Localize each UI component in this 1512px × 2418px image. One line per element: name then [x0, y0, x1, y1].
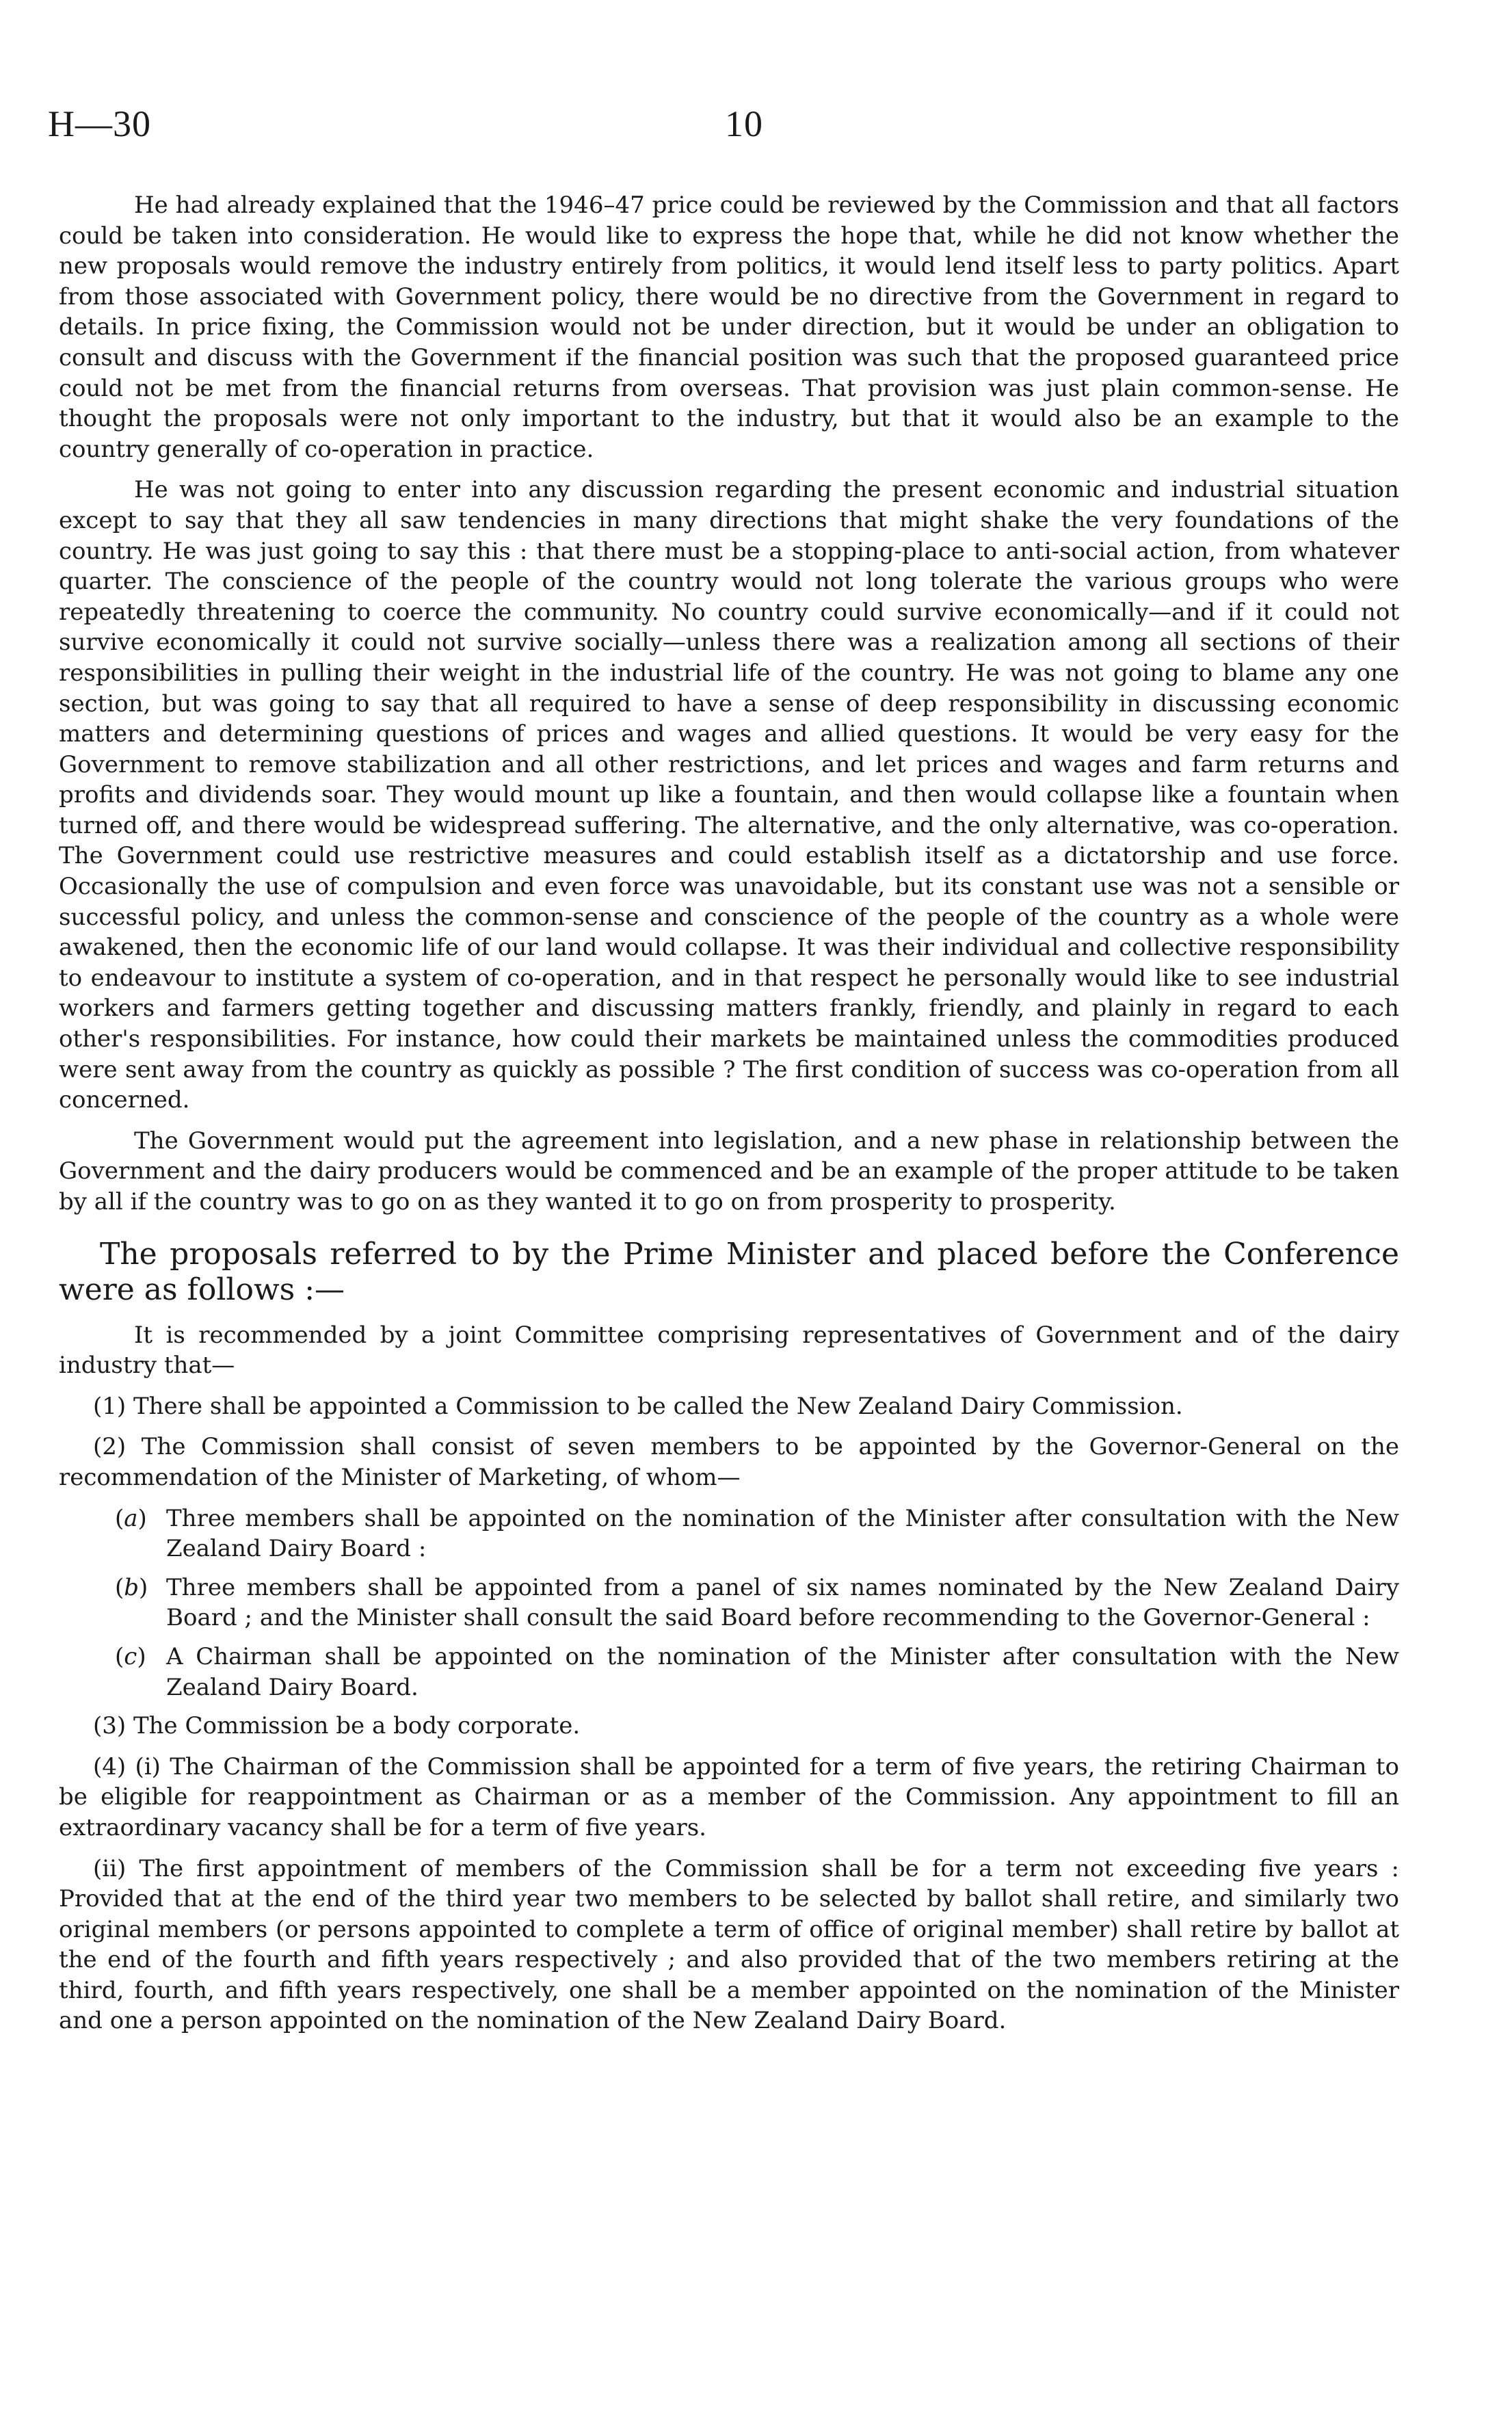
proposals-heading: The proposals referred to by the Prime Minister and placed before the Conference were as follows :—	[59, 1236, 1399, 1307]
clause-2c-text: A Chairman shall be appointed on the nomination of the Minister after consultation with the New Zealand Dairy Board.	[166, 1642, 1399, 1701]
clause-2c	[59, 1642, 1399, 1703]
clause-2a-marker: (a)	[115, 1504, 147, 1532]
clause-2b-text: Three members shall be appointed from a panel of six names nominated by the New Zealand Dairy Board ; and the Minister shall consult the said Board before recommending to the Governor-General :	[166, 1573, 1399, 1632]
clause-2b	[59, 1573, 1399, 1633]
clause-2: (2) The Commission shall consist of seven members to be appointed by the Governor-General on the recommendation of the Minister of Marketing, of whom—	[59, 1433, 1399, 1491]
clause-2a-text: Three members shall be appointed on the nomination of the Minister after consultation with the New Zealand Dairy Board :	[166, 1504, 1399, 1563]
clause-4-i: (4) (i) The Chairman of the Commission shall be appointed for a term of five years, the retiring Chairman to be eligible for reappointment as Chairman or as a member of the Commission. Any appointment to fill an extraordinary vacancy shall be for a term of five years.	[59, 1752, 1399, 1841]
clause-2b-marker: (b)	[115, 1573, 148, 1601]
clause-2a	[59, 1503, 1399, 1564]
body-paragraph-1: He had already explained that the 1946–47 price could be reviewed by the Commission and that all factors could be taken into consideration. He would like to express the hope that, while he did not know whether the new proposals would remove the industry entirely from politics, it would lend itself less to party politics. Apart from those associated with Government policy, there would be no directive from the Government in regard to details. In price fixing, the Commission would not be under direction, but it would be under an obligation to consult and discuss with the Government if the financial position was such that the proposed guaranteed price could not be met from the financial returns from overseas. That provision was just plain common-sense. He thought the proposals were not only important to the industry, but that it would also be an example to the country generally of co-operation in practice.	[59, 192, 1399, 463]
page-number: 10	[725, 103, 763, 144]
page-body	[59, 190, 1399, 2047]
body-paragraph-3: The Government would put the agreement into legislation, and a new phase in relationship between the Government and the dairy producers would be commenced and be an example of the proper attitude to be taken by all if the country was to go on as they wanted it to go on from prosperity to prosperity.	[59, 1127, 1399, 1215]
document-reference: H—30	[48, 103, 151, 144]
body-paragraph-2: He was not going to enter into any discussion regarding the present economic and industrial situation except to say that they all saw tendencies in many directions that might shake the very foundations of the country. He was just going to say this : that there must be a stopping-place to anti-social action, from whatever quarter. The conscience of the people of the country would not long tolerate the various groups who were repeatedly threatening to coerce the community. No country could survive economically—and if it could not survive economically it could not survive socially—unless there was a realization among all sections of their responsibilities in pulling their weight in the industrial life of the country. He was not going to blame any one section, but was going to say that all required to have a sense of deep responsibility in discussing economic matters and determining questions of prices and wages and allied questions. It would be very easy for the Government to remove stabilization and all other restrictions, and let prices and wages and farm returns and profits and dividends soar. They would mount up like a fountain, and then would collapse like a fountain when turned off, and there would be widespread suffering. The alternative, and the only alternative, was co-operation. The Government could use restrictive measures and could establish itself as a dictatorship and use force. Occasionally the use of compulsion and even force was unavoidable, but its constant use was not a sensible or successful policy, and unless the common-sense and conscience of the people of the country as a whole were awakened, then the economic life of our land would collapse. It was their individual and collective responsibility to endeavour to institute a system of co-operation, and in that respect he personally would like to see industrial workers and farmers getting together and discussing matters frankly, friendly, and plainly in regard to each other's responsibilities. For instance, how could their markets be maintained unless the commodities produced were sent away from the country as quickly as possible ? The first condition of success was co-operation from all concerned.	[59, 476, 1399, 1114]
recommendation-intro: It is recommended by a joint Committee comprising representatives of Government and of the dairy industry that—	[59, 1321, 1399, 1380]
clause-1: (1) There shall be appointed a Commission to be called the New Zealand Dairy Commission.	[93, 1392, 1183, 1420]
clause-2c-marker: (c)	[115, 1642, 146, 1670]
page-header	[48, 103, 1416, 157]
clause-4-ii: (ii) The first appointment of members of the Commission shall be for a term not exceeding five years : Provided that at the end of the third year two members to be selected by ballot shall retire, and similarly two original members (or persons appointed to complete a term of office of original member) shall retire by ballot at the end of the fourth and fifth years respectively ; and also provided that of the two members retiring at the third, fourth, and fifth years respectively, one shall be a member appointed on the nomination of the Minister and one a person appointed on the nomination of the New Zealand Dairy Board.	[59, 1854, 1399, 2035]
clause-3: (3) The Commission be a body corporate.	[93, 1712, 581, 1740]
